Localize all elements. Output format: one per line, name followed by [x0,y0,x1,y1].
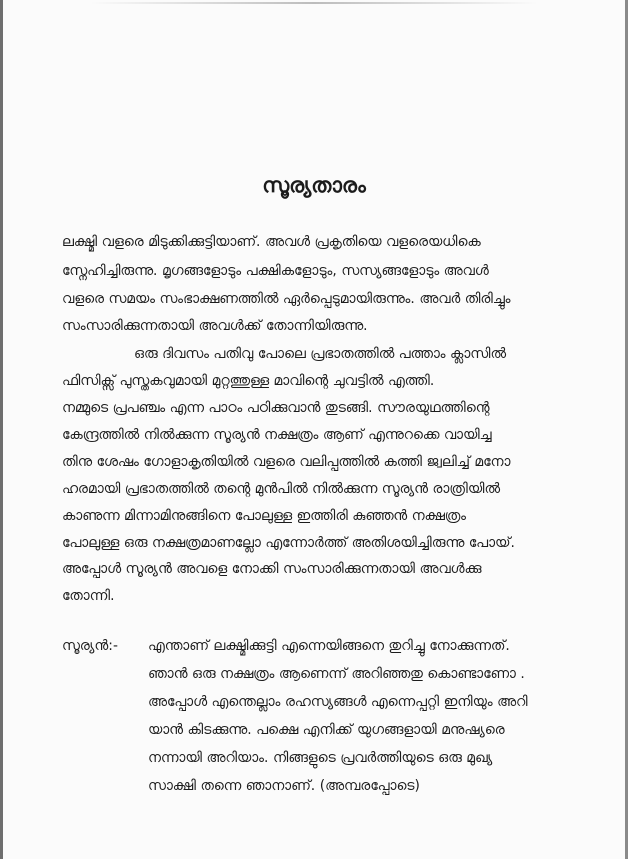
para2-line-8: പോലുള്ള ഒരു നക്ഷത്രമാണല്ലോ എന്നോർത്ത് അതിശയിച്ചിരുന്നു പോയ്. [62,535,515,551]
para1-line-4: സംസാരിക്കുന്നതായി അവൾക്ക് തോന്നിയിരുന്നു. [62,318,368,334]
scan-edge-left [0,0,3,859]
para2-line-6: ഹരമായി പ്രഭാതത്തിൽ തന്റെ മുൻപിൽ നിൽക്കുന്ന സൂര്യൻ രാത്രിയിൽ [62,481,500,497]
scan-edge-top [90,2,538,4]
para2-line-9: അപ്പോൾ സൂര്യൻ അവളെ നോക്കി സംസാരിക്കുന്നതായി അവൾക്കു [62,561,482,577]
dialogue-speaker: സൂര്യൻ:- [62,638,119,654]
para1-line-1: ലക്ഷ്മി വളരെ മിടുക്കിക്കുട്ടിയാണ്. അവൾ പ്രകൃതിയെ വളരെയധികെ [62,234,481,250]
para2-line-7: കാണുന്ന മിന്നാമിനുങ്ങിനെ പോലുള്ള ഇത്തിരി കുഞ്ഞൻ നക്ഷത്രം [62,508,466,524]
para2-line-1: ഒരു ദിവസം പതിവു പോലെ പ്രഭാതത്തിൽ പത്താം ക്ലാസിൽ [134,346,506,362]
para1-line-2: സ്നേഹിച്ചിരുന്നു. മൃഗങ്ങളോടും പക്ഷികളോടും, സസ്യങ്ങളോടും അവൾ [62,263,489,279]
dialogue-line-4: യാൻ കിടക്കുന്നു. പക്ഷെ എനിക്ക് യുഗങ്ങളായി മനുഷ്യരെ [148,722,505,738]
para2-line-4: കേന്ദ്രത്തിൽ നിൽക്കുന്ന സൂര്യൻ നക്ഷത്രം ആണ് എന്നുറക്കെ വായിച്ച [62,427,492,443]
page-title: സൂര്യതാരം [262,173,366,197]
para2-line-3: നമ്മുടെ പ്രപഞ്ചം എന്ന പാഠം പഠിക്കുവാൻ തുടങ്ങി. സൗരയുഥത്തിന്റെ [62,400,490,416]
dialogue-line-1: എന്താണ് ലക്ഷ്മിക്കുട്ടി എന്നെയിങ്ങനെ തുറിച്ചു നോക്കുന്നത്. [148,638,510,654]
para2-line-5: തിനു ശേഷം ഗോളാകൃതിയിൽ വളരെ വലിപ്പത്തിൽ കത്തി ജ്വലിച്ച് മനോ [62,454,511,470]
dialogue-line-2: ഞാൻ ഒരു നക്ഷത്രം ആണെന്ന് അറിഞ്ഞതു കൊണ്ടാണോ . [148,666,525,682]
dialogue-line-5: നന്നായി അറിയാം. നിങ്ങളുടെ പ്രവർത്തിയുടെ ഒരു മുഖ്യ [148,750,493,766]
para2-line-10: തോന്നി. [62,588,115,604]
dialogue-line-3: അപ്പോൾ എന്തെല്ലാം രഹസ്യങ്ങൾ എന്നെപ്പറ്റി ഇനിയും അറി [148,694,528,710]
para1-line-3: വളരെ സമയം സംഭാക്ഷണത്തിൽ ഏർപ്പെടുമായിരുന്നും. അവർ തിരിച്ചും [62,291,511,307]
para2-line-2: ഫിസിക്സ് പുസ്തകവുമായി മുറ്റത്തുള്ള മാവിന്റെ ചുവട്ടിൽ എത്തി. [62,373,435,389]
dialogue-line-6: സാക്ഷി തന്നെ ഞാനാണ്. (അമ്പരപ്പോടെ) [148,778,421,794]
